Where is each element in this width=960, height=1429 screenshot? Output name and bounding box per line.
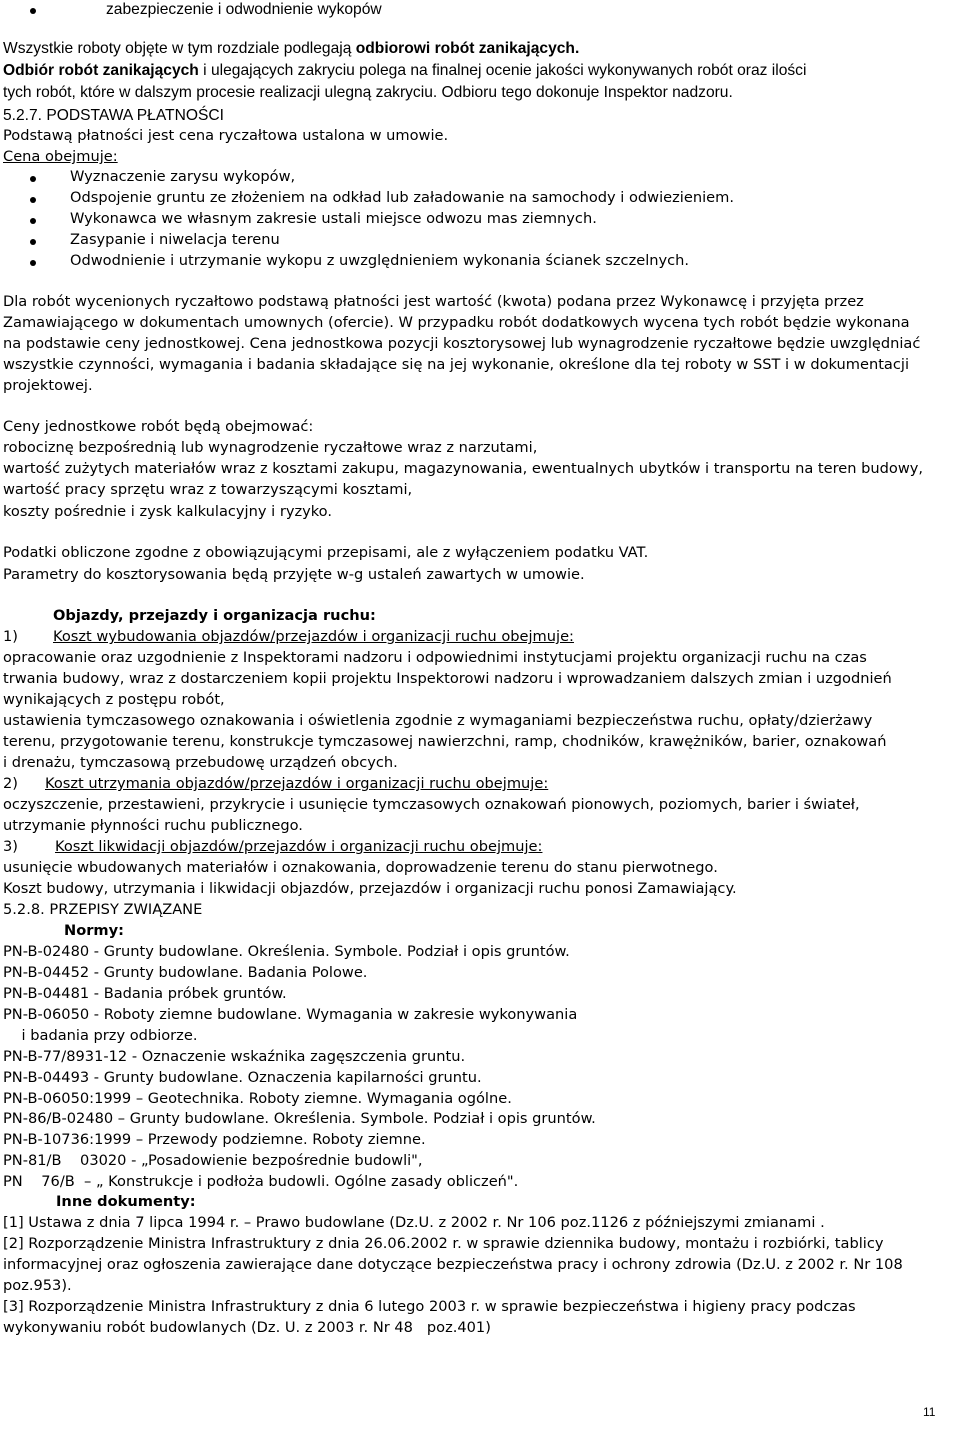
detours-cost-1-line-5: terenu, przygotowanie terenu, konstrukcje tymczasowej nawierzchni, ramp, chodników, krawężników, barier, oznakowań xyxy=(3,733,887,750)
detours-cost-3-title: 3) Koszt likwidacji objazdów/przejazdów i organizacji ruchu obejmuje: xyxy=(3,838,543,855)
price-includes-label: Cena obejmuje: xyxy=(3,148,118,165)
unit-prices-line-4: wartość pracy sprzętu wraz z towarzyszącymi kosztami, xyxy=(3,481,413,498)
detours-cost-3-line-1: usunięcie wbudowanych materiałów i oznakowania, doprowadzenie terenu do stanu pierwotnego. xyxy=(3,859,718,876)
norm-5: PN-B-77/8931-12 - Oznaczenie wskaźnika zagęszczenia gruntu. xyxy=(3,1048,466,1065)
payment-basis-line: Podstawą płatności jest cena ryczałtowa ustalona w umowie. xyxy=(3,127,449,144)
norm-6: PN-B-04493 - Grunty budowlane. Oznaczenia kapilarności gruntu. xyxy=(3,1069,482,1086)
detours-cost-1-line-6: i drenażu, tymczasową przebudowę urządzeń obcych. xyxy=(3,754,398,771)
price-item-5: Odwodnienie i utrzymanie wykopu z uwzględnieniem wykonania ścianek szczelnych. xyxy=(70,252,690,269)
intro-line-1: Wszystkie roboty objęte w tym rozdziale podlegają odbiorowi robót zanikających. xyxy=(3,40,580,57)
norm-7: PN-B-06050:1999 – Geotechnika. Roboty ziemne. Wymagania ogólne. xyxy=(3,1090,512,1107)
norm-10: PN-81/B 03020 - „Posadowienie bezpośrednie budowli", xyxy=(3,1152,423,1169)
unit-prices-line-2: robociznę bezpośrednią lub wynagrodzenie ryczałtowe wraz z narzutami, xyxy=(3,439,538,456)
price-item-4: Zasypanie i niwelacja terenu xyxy=(70,231,280,248)
norm-9: PN-B-10736:1999 – Przewody podziemne. Roboty ziemne. xyxy=(3,1131,426,1148)
norm-8: PN-86/B-02480 – Grunty budowlane. Określenia. Symbole. Podział i opis gruntów. xyxy=(3,1110,596,1127)
bullet-icon xyxy=(30,176,36,182)
unit-prices-line-1: Ceny jednostkowe robót będą obejmować: xyxy=(3,418,314,435)
lump-sum-line-2: Zamawiającego w dokumentach umownych (ofercie). W przypadku robót dodatkowych wycena tych robót będzie wykonana xyxy=(3,314,910,331)
detours-cost-2-title: 2) Koszt utrzymania objazdów/przejazdów i organizacji ruchu obejmuje: xyxy=(3,775,549,792)
detours-cost-1-line-4: ustawienia tymczasowego oznakowania i oświetlenia zgodnie z wymaganiami bezpieczeństwa ruchu, opłaty/dzierżawy xyxy=(3,712,873,729)
detours-cost-1-line-3: wynikających z postępu robót, xyxy=(3,691,225,708)
other-doc-2: [2] Rozporządzenie Ministra Infrastruktury z dnia 26.06.2002 r. w sprawie dziennika budowy, montażu i rozbiórki, tablicy xyxy=(3,1235,884,1252)
taxes-line-2: Parametry do kosztorysowania będą przyjęte w-g ustaleń zawartych w umowie. xyxy=(3,566,585,583)
unit-prices-line-3: wartość zużytych materiałów wraz z kosztami zakupu, magazynowania, ewentualnych ubytków i transportu na teren budowy, xyxy=(3,460,924,477)
bullet-icon xyxy=(30,8,36,14)
norm-3: PN-B-04481 - Badania próbek gruntów. xyxy=(3,985,287,1002)
norm-11: PN 76/B – „ Konstrukcje i podłoża budowli. Ogólne zasady obliczeń". xyxy=(3,1173,519,1190)
other-doc-1: [1] Ustawa z dnia 7 lipca 1994 r. – Prawo budowlane (Dz.U. z 2002 r. Nr 106 poz.1126 z późniejszymi zmianami . xyxy=(3,1214,825,1231)
norm-1: PN-B-02480 - Grunty budowlane. Określenia. Symbole. Podział i opis gruntów. xyxy=(3,943,570,960)
other-doc-2-line-2: informacyjnej oraz ogłoszenia zawierające dane dotyczące bezpieczeństwa pracy i ochrony zdrowia (Dz.U. z 2002 r. Nr 108 xyxy=(3,1256,903,1273)
top-bullet-text: zabezpieczenie i odwodnienie wykopów xyxy=(106,1,382,18)
section-527-heading: 5.2.7. PODSTAWA PŁATNOŚCI xyxy=(3,107,224,124)
bullet-icon xyxy=(30,260,36,266)
bullet-icon xyxy=(30,239,36,245)
other-doc-3: [3] Rozporządzenie Ministra Infrastruktury z dnia 6 lutego 2003 r. w sprawie bezpieczeństwa i higieny pracy podczas xyxy=(3,1298,856,1315)
detours-cost-2-line-2: utrzymanie płynności ruchu publicznego. xyxy=(3,817,303,834)
price-item-1: Wyznaczenie zarysu wykopów, xyxy=(70,168,296,185)
other-docs-heading: Inne dokumenty: xyxy=(56,1193,196,1210)
page-number: 11 xyxy=(923,1405,936,1419)
lump-sum-line-4: wszystkie czynności, wymagania i badania składające się na jej wykonanie, określone dla tej roboty w SST i w dokumentacji xyxy=(3,356,910,373)
other-doc-2-line-3: poz.953). xyxy=(3,1277,72,1294)
bullet-icon xyxy=(30,218,36,224)
lump-sum-line-1: Dla robót wycenionych ryczałtowo podstawą płatności jest wartość (kwota) podana przez Wykonawcę i przyjęta przez xyxy=(3,293,864,310)
intro-line-3: tych robót, które w dalszym procesie realizacji ulegną zakryciu. Odbioru tego dokonuje Inspektor nadzoru. xyxy=(3,84,733,101)
other-doc-3-line-2: wykonywaniu robót budowlanych (Dz. U. z 2003 r. Nr 48 poz.401) xyxy=(3,1319,491,1336)
lump-sum-line-5: projektowej. xyxy=(3,377,93,394)
detours-cost-1-line-2: trwania budowy, wraz z dostarczeniem kopii projektu Inspektorowi nadzoru i wprowadzaniem dalszych zmian i uzgodnień xyxy=(3,670,892,687)
detours-cost-1-title: 1) Koszt wybudowania objazdów/przejazdów i organizacji ruchu obejmuje: xyxy=(3,628,574,645)
norm-4: PN-B-06050 - Roboty ziemne budowlane. Wymagania w zakresie wykonywania xyxy=(3,1006,578,1023)
norm-2: PN-B-04452 - Grunty budowlane. Badania Polowe. xyxy=(3,964,368,981)
norms-heading: Normy: xyxy=(64,922,124,939)
detours-cost-1-line-1: opracowanie oraz uzgodnienie z Inspektorami nadzoru i odpowiednimi instytucjami projektu organizacji ruchu na czas xyxy=(3,649,867,666)
intro-line-2: Odbiór robót zanikających i ulegających zakryciu polega na finalnej ocenie jakości wykonywanych robót oraz ilości xyxy=(3,62,807,79)
norm-4-continued: i badania przy odbiorze. xyxy=(3,1027,198,1044)
lump-sum-line-3: na podstawie ceny jednostkowej. Cena jednostkowa pozycji kosztorysowej lub wynagrodzenie ryczałtowe będzie uwzględniać xyxy=(3,335,921,352)
unit-prices-line-5: koszty pośrednie i zysk kalkulacyjny i ryzyko. xyxy=(3,503,332,520)
detours-cost-3-line-2: Koszt budowy, utrzymania i likwidacji objazdów, przejazdów i organizacji ruchu ponosi Zamawiający. xyxy=(3,880,737,897)
detours-heading: Objazdy, przejazdy i organizacja ruchu: xyxy=(53,607,376,624)
price-item-2: Odspojenie gruntu ze złożeniem na odkład lub załadowanie na samochody i odwiezieniem. xyxy=(70,189,734,206)
detours-cost-2-line-1: oczyszczenie, przestawieni, przykrycie i usunięcie tymczasowych oznakowań pionowych, poziomych, barier i świateł, xyxy=(3,796,860,813)
taxes-line-1: Podatki obliczone zgodne z obowiązującymi przepisami, ale z wyłączeniem podatku VAT. xyxy=(3,544,649,561)
section-528-heading: 5.2.8. PRZEPISY ZWIĄZANE xyxy=(3,901,203,918)
price-item-3: Wykonawca we własnym zakresie ustali miejsce odwozu mas ziemnych. xyxy=(70,210,597,227)
bullet-icon xyxy=(30,197,36,203)
